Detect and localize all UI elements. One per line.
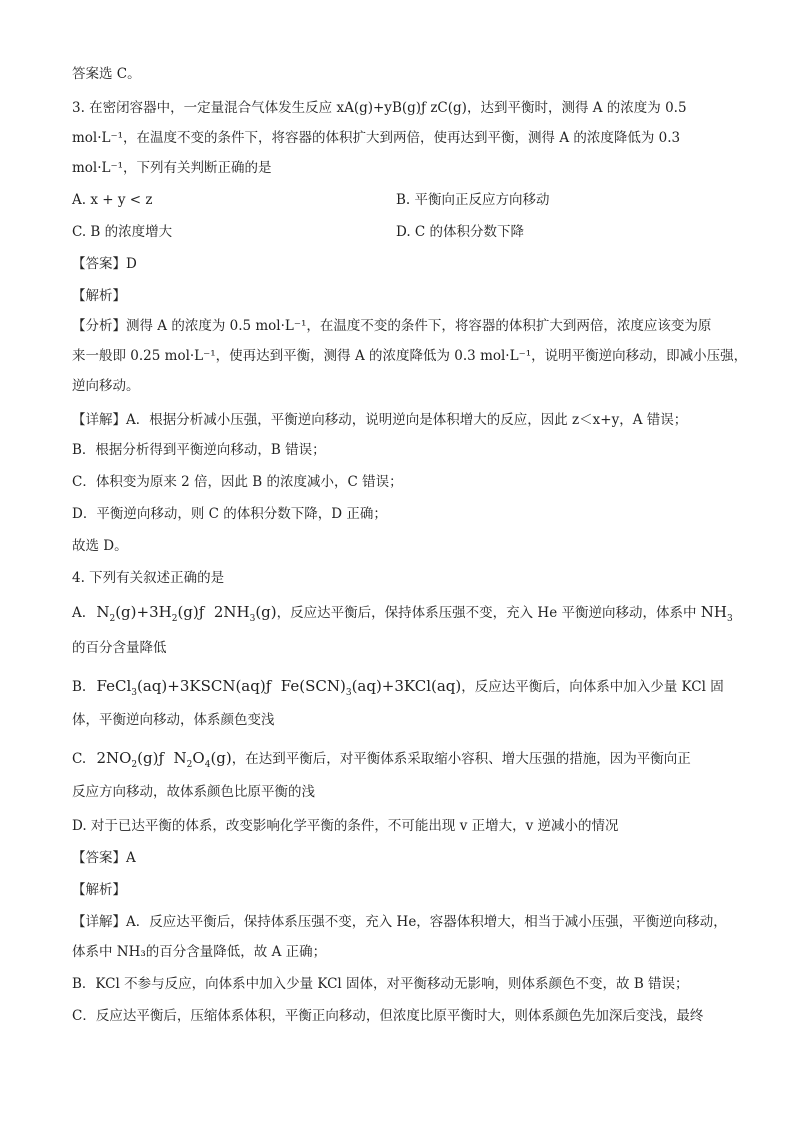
q4-option-b-line2: 体，平衡逆向移动，体系颜色变浅: [72, 712, 275, 728]
q4-detail-line3: B．KCl 不参与反应，向体系中加入少量 KCl 固体，对平衡移动无影响，则体系颜色不变，故 B 错误；: [72, 976, 689, 992]
q4-option-a-text: ，反应达平衡后，保持体系压强不变，充入 He 平衡逆向移动，体系中: [276, 605, 697, 621]
q4-option-b: [72, 676, 724, 703]
q3-analysis-heading: 【解析】: [72, 288, 126, 304]
q3-fenxi-line2: 来一般即 0.25 mol·L⁻¹，使再达到平衡，测得 A 的浓度降低为 0.3 mol·L⁻¹，说明平衡逆向移动，即减小压强，: [72, 348, 748, 364]
q4-option-c-line2: 反应方向移动，故体系颜色比原平衡的浅: [72, 784, 315, 800]
q4-option-d: D. 对于已达平衡的体系，改变影响化学平衡的条件，不可能出现 v 正增大，v 逆减小的情况: [72, 818, 619, 834]
q4-option-a-line2: 的百分含量降低: [72, 640, 167, 656]
q4-detail-line4: C．反应达平衡后，压缩体系体积，平衡正向移动，但浓度比原平衡时大，则体系颜色先加深后变浅，最终: [72, 1008, 704, 1024]
q4-option-b-text: ，反应达平衡后，向体系中加入少量 KCl 固: [461, 679, 724, 695]
q4-detail-line2: 体系中 NH₃的百分含量降低，故 A 正确；: [72, 944, 327, 960]
q3-option-c: C. B 的浓度增大: [72, 224, 173, 240]
q4-option-b-label: B.: [72, 679, 87, 695]
q3-detail-line5: 故选 D。: [72, 538, 128, 554]
q3-detail-line3: C．体积变为原来 2 倍，因此 B 的浓度减小，C 错误；: [72, 474, 403, 490]
q4-option-a-equation: $N_2(g)+3H_2(g)ƒ$ $2NH_3(g)$: [96, 603, 277, 624]
q3-option-b: B. 平衡向正反应方向移动: [396, 192, 550, 208]
q3-stem-line3: mol·L⁻¹，下列有关判断正确的是: [72, 160, 272, 176]
q4-option-a-nh3: $NH_3$: [700, 603, 733, 624]
q4-stem: 4. 下列有关叙述正确的是: [72, 570, 225, 586]
q4-analysis-heading: 【解析】: [72, 882, 126, 898]
q4-option-a-label: A.: [72, 605, 87, 621]
q3-answer: 【答案】D: [72, 256, 137, 272]
q4-option-c: [72, 748, 691, 775]
q3-option-d: D. C 的体积分数下降: [396, 224, 525, 240]
q4-option-b-equation: FeCl$_3$(aq)+3KSCN(aq)ƒ $Fe(SCN)_3(aq)+3KCl(aq)$: [96, 677, 462, 698]
q3-fenxi-line3: 逆向移动。: [72, 378, 140, 394]
q3-detail-line2: B．根据分析得到平衡逆向移动，B 错误；: [72, 442, 326, 458]
q3-fenxi-line1: 【分析】测得 A 的浓度为 0.5 mol·L⁻¹，在温度不变的条件下，将容器的体积扩大到两倍，浓度应该变为原: [72, 318, 712, 334]
q4-option-c-text: ，在达到平衡后，对平衡体系采取缩小容积、增大压强的措施，因为平衡向正: [231, 751, 691, 767]
answer-line-prev: 答案选 C。: [72, 66, 141, 82]
q4-answer: 【答案】A: [72, 850, 136, 866]
q3-stem-line1: 3. 在密闭容器中，一定量混合气体发生反应 xA(g)+yB(g)ƒ zC(g)，达到平衡时，测得 A 的浓度为 0.5: [72, 100, 687, 116]
q4-detail-line1: 【详解】A．反应达平衡后，保持体系压强不变，充入 He，容器体积增大，相当于减小压强，平衡逆向移动，: [72, 914, 727, 930]
q3-detail-line4: D．平衡逆向移动，则 C 的体积分数下降，D 正确；: [72, 506, 387, 522]
q3-stem-line2: mol·L⁻¹，在温度不变的条件下，将容器的体积扩大到两倍，使再达到平衡，测得 A 的浓度降低为 0.3: [72, 130, 681, 146]
q3-option-a: A. x + y < z: [72, 192, 153, 208]
q4-option-a: [72, 602, 733, 629]
q4-option-c-equation: $2NO_2(g)ƒ$ $N_2O_4(g)$: [96, 749, 232, 770]
q3-detail-line1: 【详解】A．根据分析减小压强，平衡逆向移动，说明逆向是体积增大的反应，因此 z＜x+y，A 错误；: [72, 412, 688, 428]
q4-option-c-label: C.: [72, 751, 87, 767]
